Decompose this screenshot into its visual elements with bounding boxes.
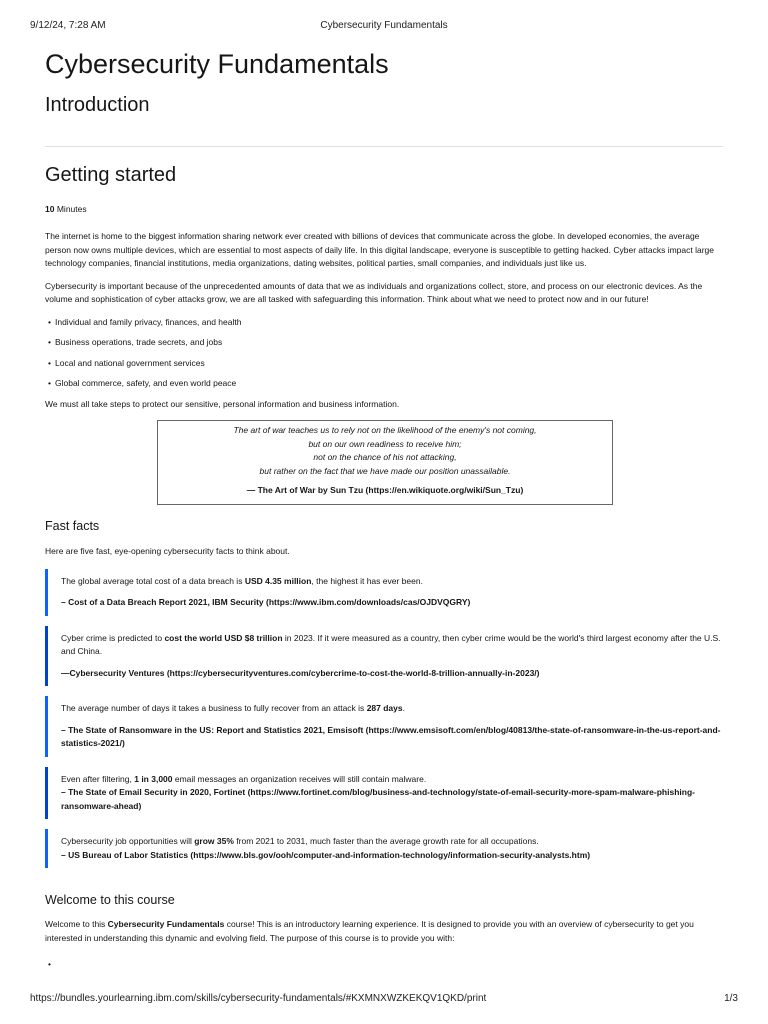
duration-value: 10 [45,204,55,214]
fact-text: Even after filtering, 1 in 3,000 email messages an organization receives will still contain malware. [61,773,427,784]
print-url: https://bundles.yourlearning.ibm.com/skills/cybersecurity-fundamentals/#KXMNXWZKEKQV1QKD/print [30,993,487,1004]
print-header [30,20,738,34]
course-title: Cybersecurity Fundamentals [45,49,389,79]
fact-source: – The State of Email Security in 2020, Fortinet (https://www.fortinet.com/blog/business-and-technology/state-of-email-security-more-spam-malware-phishing-ransomware-ahead) [61,787,695,811]
fact-text: The average number of days it takes a business to fully recover from an attack is 287 days. [61,703,405,713]
module-title: Introduction [45,94,150,116]
duration-unit: Minutes [56,204,87,214]
fact-card [45,626,721,687]
duration [45,204,723,214]
quote-citation: — The Art of War by Sun Tzu (https://en.wikiquote.org/wiki/Sun_Tzu) [246,485,524,495]
list-item: • Local and national government services [48,357,723,370]
fact-card [45,569,721,616]
fact-text: Cybersecurity job opportunities will grow 35% from 2021 to 2031, much faster than the average growth rate for all occupations. [61,836,539,846]
page-content [45,46,723,969]
fact-card [45,829,721,868]
quote-line: but rather on the fact that we have made our position unassailable. [259,465,511,476]
intro-paragraph: The internet is home to the biggest information sharing network ever created with billions of devices that communicate across the globe. In developed economies, the average person now owns multiple devices, which are essential to most aspects of daily life. In this digital landscape, everyone is susceptible to getting hacked. Cyber attacks impact large technology companies, financial institutions, media organizations, dating websites, political parties, small companies, and individuals just like us. [45,231,715,268]
bullet-marker: • [48,959,51,969]
list-item: • Global commerce, safety, and even world peace [48,377,723,390]
welcome-paragraph: Welcome to this Cybersecurity Fundamentals course! This is an introductory learning experience. It is designed to provide you with an overview of cybersecurity to get you interested in understanding this dynamic and evolving field. The purpose of this course is to provide you with: [45,919,694,943]
page-number: 1/3 [724,993,738,1004]
fact-source: – Cost of a Data Breach Report 2021, IBM Security (https://www.ibm.com/downloads/cas/OJDVQGRY) [61,597,471,607]
protect-list [48,316,723,391]
quote-line: not on the chance of his not attacking, [313,452,457,462]
fact-source: —Cybersecurity Ventures (https://cybersecurityventures.com/cybercrime-to-cost-the-world-8-trillion-annually-in-2023/) [61,667,540,678]
importance-paragraph: Cybersecurity is important because of the unprecedented amounts of data that we as individuals and organizations collect, store, and process on our electronic devices. As the volume and sophistication of cyber attacks grow, we are all tasked with safeguarding this information. Think about what we need to protect now and in our future! [45,280,703,304]
fast-facts-intro: Here are five fast, eye-opening cybersecurity facts to think about. [45,546,290,556]
fast-facts-heading: Fast facts [45,519,100,533]
welcome-heading: Welcome to this course [45,893,175,907]
fact-source: – The State of Ransomware in the US: Report and Statistics 2021, Emsisoft (https://www.emsisoft.com/en/blog/40813/the-state-of-ransomware-in-the-us-report-and-statistics-2021/) [61,724,721,748]
fact-text: Cyber crime is predicted to cost the world USD $8 trillion in 2023. If it were measured as a country, then cyber crime would be the world's third largest economy after the U.S. and China. [61,632,721,656]
quote-box [157,420,613,505]
fact-card [45,767,721,820]
print-datetime: 9/12/24, 7:28 AM [30,20,106,31]
print-footer [30,993,738,1007]
quote-line: but on our own readiness to receive him; [308,438,462,449]
fact-source: – US Bureau of Labor Statistics (https://www.bls.gov/ooh/computer-and-information-technology/information-security-analysts.htm) [61,849,591,860]
list-item: • Business operations, trade secrets, and jobs [48,336,723,349]
lesson-title: Getting started [45,164,177,186]
list-item: • Individual and family privacy, finances, and health [48,316,723,329]
fact-text: The global average total cost of a data breach is USD 4.35 million, the highest it has ever been. [61,575,423,586]
fact-card [45,696,721,757]
quote-line: The art of war teaches us to rely not on the likelihood of the enemy's not coming, [233,425,537,435]
print-title: Cybersecurity Fundamentals [320,20,448,31]
divider [45,146,723,147]
must-protect-paragraph: We must all take steps to protect our sensitive, personal information and business information. [45,398,400,409]
